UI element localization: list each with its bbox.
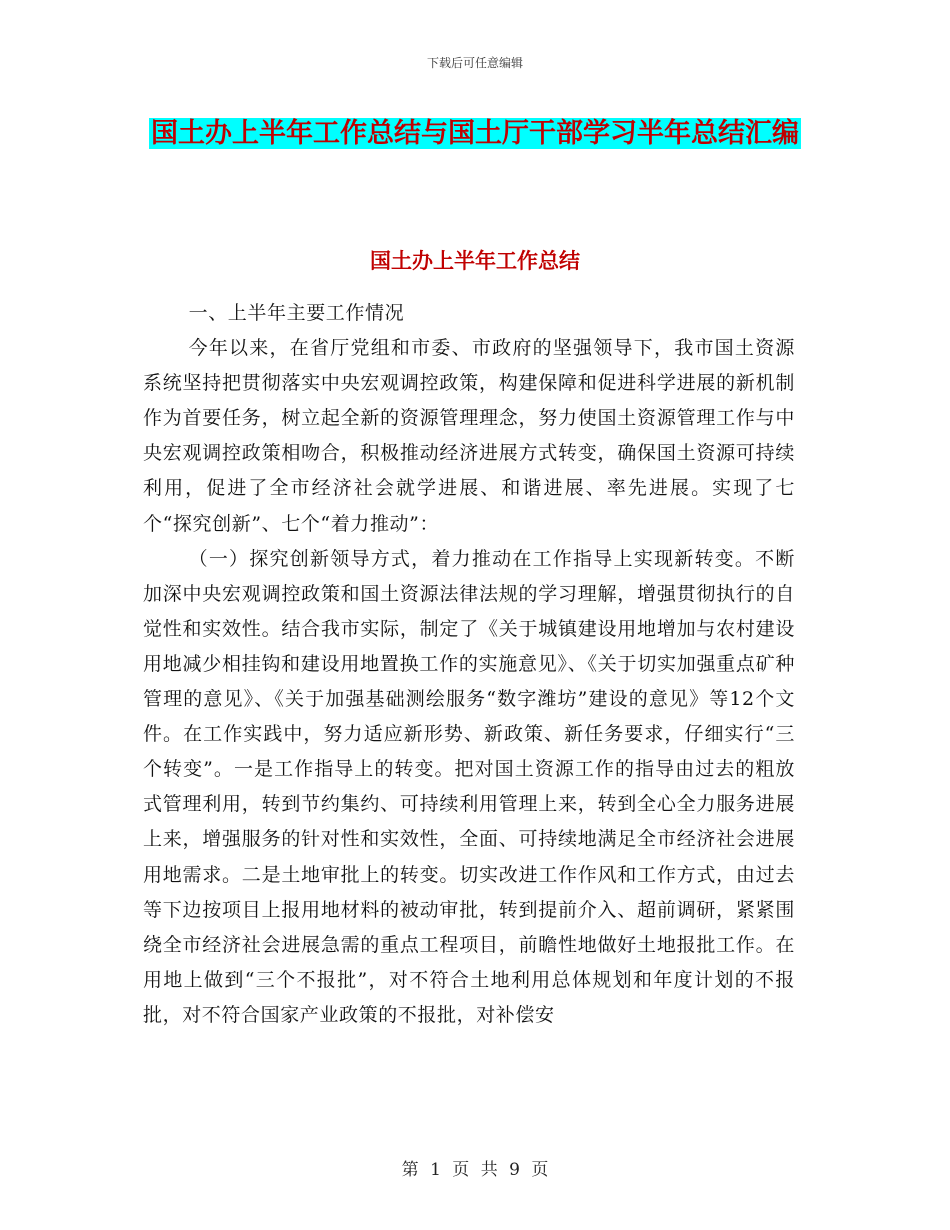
page-number: 第 1 页 共 9 页	[401, 1160, 549, 1180]
section-title: 国土办上半年工作总结	[370, 249, 580, 273]
subheading-paragraph: 一、上半年主要工作情况	[188, 302, 405, 324]
body-paragraph: 今年以来，在省厅党组和市委、市政府的坚强领导下，我市国土资源系统坚持把贯彻落实中央宏观调控政策，构建保障和促进科学进展的新机制作为首要任务，树立起全新的资源管理理念，努力使国土资源管理工作与中央宏观调控政策相吻合，积极推动经济进展方式转变，确保国土资源可持续利用，促进了全市经济社会就学进展、和谐进展、率先进展。实现了七个“探究创新”、七个“着力推动”：	[143, 337, 795, 535]
document-title-text: 国土办上半年工作总结与国土厅干部学习半年总结汇编	[151, 118, 799, 149]
document-title	[140, 110, 810, 158]
document-body	[143, 296, 795, 1033]
header-note: 下载后可任意编辑	[426, 56, 523, 70]
body-paragraph: （一）探究创新领导方式，着力推动在工作指导上实现新转变。不断加深中央宏观调控政策和国土资源法律法规的学习理解，增强贯彻执行的自觉性和实效性。结合我市实际，制定了《关于城镇建设用地增加与农村建设用地减少相挂钩和建设用地置换工作的实施意见》、《关于切实加强重点矿种管理的意见》、《关于加强基础测绘服务“数字潍坊”建设的意见》等12个文件。在工作实践中，努力适应新形势、新政策、新任务要求，仔细实行“三个转变”。一是工作指导上的转变。把对国土资源工作的指导由过去的粗放式管理利用，转到节约集约、可持续利用管理上来，转到全心全力服务进展上来，增强服务的针对性和实效性，全面、可持续地满足全市经济社会进展用地需求。二是土地审批上的转变。切实改进工作作风和工作方式，由过去等下边按项目上报用地材料的被动审批，转到提前介入、超前调研，紧紧围绕全市经济社会进展急需的重点工程项目，前瞻性地做好土地报批工作。在用地上做到“三个不报批”，对不符合土地利用总体规划和年度计划的不报批，对不符合国家产业政策的不报批，对补偿安	[143, 547, 795, 1026]
